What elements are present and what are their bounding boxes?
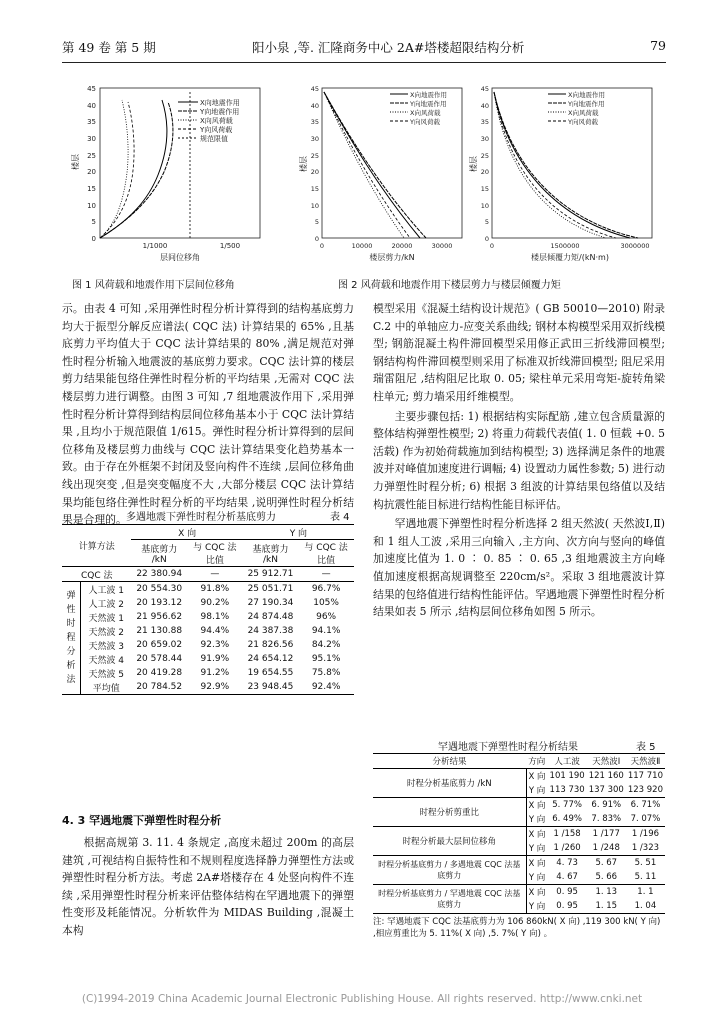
figure-1 <box>70 80 290 270</box>
fig2-moment-ytick: 25 <box>480 152 489 160</box>
body-paragraph: 主要步骤包括: 1) 根据结构实际配筋 ,建立包含质量源的整体结构弹塑性模型; 2) 将重力荷载代表值( 1. 0 恒载 +0. 5 活载) 作为初始荷载施加到结构模型; 3) 选择满足条件的地震波并对峰值加速度进行调幅; 4) 设置动力属性参数; 5) 进行动力弹塑性时程分析; 6) 根据 3 组波的计算结果包络值以及结构抗震性能目标进行结构性能目标评估。 <box>373 409 665 511</box>
t5-header: 人工波 <box>554 757 580 767</box>
fig2-moment-ytick: 15 <box>480 185 489 193</box>
fig1-plot <box>70 80 290 270</box>
table-row: 时程分析剪重比 X 向 5. 77% 6. 91% 6. 71% <box>373 798 665 813</box>
fig2-shear-xticks <box>320 242 452 250</box>
table-4-title: 多遇地震下弹性时程分析基底剪力 <box>126 512 276 523</box>
left-column-paragraph-2 <box>62 834 354 940</box>
table-row: CQC 法 22 380.94 — 25 912.71 — <box>62 567 354 582</box>
body-paragraph: 罕遇地震下弹塑性时程分析选择 2 组天然波( 天然波Ⅰ,Ⅱ) 和 1 组人工波 ,采用三向输入 ,主方向、次方向与竖向的峰值加速度比值为 1. 0 ∶ 0. 85 ∶ 0. 65 ,3 组地震波主方向峰值加速度根据高规调整至 220cm/s²。采取 3 组地震波计算结果的包络值进行结构性能评估。罕遇地震下弹塑性时程分析结果如表 5 所示 ,结构层间位移角如图 5 所示。 <box>373 517 665 619</box>
table-5-label: 表 5 <box>636 742 656 753</box>
fig1-ytick: 40 <box>87 102 96 110</box>
fig1-curve-x-seismic <box>100 100 167 238</box>
t4-x-dir-header: X 向 <box>131 525 242 540</box>
fig1-xticks <box>143 242 240 250</box>
figure-2-shear <box>300 80 470 270</box>
fig1-ytick: 35 <box>87 118 96 126</box>
fig2-shear-ytick: 5 <box>314 218 319 226</box>
fig2-moment-legend-entry: X向风荷载 <box>568 109 599 117</box>
fig1-xtick: 1/500 <box>219 242 241 250</box>
table-5 <box>373 753 665 940</box>
figure-2-moment <box>470 80 660 270</box>
fig1-ytick: 15 <box>87 185 96 193</box>
t5-header: 方向 <box>528 757 546 767</box>
t4-col-ratio: 与 CQC 法比值 <box>193 543 237 566</box>
fig2-moment-ytick: 30 <box>480 135 489 143</box>
article-running-title: 阳小泉 ,等. 汇隆商务中心 2A#塔楼超限结构分析 <box>252 40 525 55</box>
journal-volume: 第 49 卷 第 5 期 <box>62 40 156 55</box>
fig1-legend-entry: Y向地震作用 <box>200 108 240 116</box>
fig1-legend-entry: Y向风荷载 <box>200 126 233 134</box>
fig2-moment-yticks <box>481 85 489 243</box>
fig2-moment-curve <box>494 92 638 238</box>
t4-method-header: 计算方法 <box>78 542 115 552</box>
fig2-moment-xticks <box>490 242 650 250</box>
fig2-shear-legend-entry: X向地震作用 <box>410 91 447 99</box>
fig2-shear-ylabel: 楼层 <box>299 156 308 172</box>
fig2-shear-ytick: 40 <box>310 102 319 110</box>
fig2-shear-yticks <box>311 85 319 243</box>
table-row: 天然波 4 20 578.44 91.9% 24 654.12 95.1% <box>88 654 341 666</box>
header-rule <box>62 62 666 63</box>
table-row: 平均值 20 784.52 92.9% 23 948.45 92.4% <box>92 682 341 694</box>
fig2-shear-ytick: 25 <box>310 152 319 160</box>
fig2-moment-ytick: 35 <box>480 118 489 126</box>
fig2-shear-legend <box>390 90 447 126</box>
t5-header: 分析结果 <box>432 757 467 767</box>
fig2-moment-ytick: 40 <box>480 102 489 110</box>
fig2-shear-legend-entry: X向风荷载 <box>410 109 441 117</box>
fig2-shear-xlabel: 楼层剪力/kN <box>369 253 415 262</box>
fig1-ytick: 5 <box>91 218 96 226</box>
table-row: Y 向 0. 95 1. 15 1. 04 <box>528 901 657 912</box>
fig1-xtick: 1/1000 <box>142 242 168 250</box>
fig1-legend <box>178 98 240 143</box>
table-row: 天然波 3 20 659.02 92.3% 21 826.56 84.2% <box>88 640 341 652</box>
fig2-shear-ytick: 45 <box>310 85 319 93</box>
table-5-title: 罕遇地震下弹塑性时程分析结果 <box>438 742 578 753</box>
fig2-moment-ytick: 10 <box>480 202 489 210</box>
fig2-shear-curve <box>324 92 420 238</box>
body-paragraph: 模型采用《混凝土结构设计规范》( GB 50010—2010) 附录 C.2 中的单轴应力-应变关系曲线; 钢材本构模型采用双折线模型; 钢筋混凝土构件滞回模型采用修正武田三折线滞回模型; 钢结构构件滞回模型则采用了标准双折线滞回模型; 阻尼采用瑞雷阻尼 ,结构阻尼比取 0. 05; 梁柱单元采用弯矩-旋转角梁柱单元; 剪力墙采用纤维模型。 <box>373 302 665 403</box>
fig1-curve-x-wind <box>100 100 128 238</box>
fig2-shear-xtick: 20000 <box>391 242 413 250</box>
fig2-moment-ytick: 20 <box>480 168 489 176</box>
fig2-shear-ytick: 10 <box>310 202 319 210</box>
fig1-xlabel: 层间位移角 <box>160 253 200 262</box>
fig1-ytick: 30 <box>87 135 96 143</box>
table-row: 弹性时程分析法 人工波 1 20 554.30 91.8% 25 051.71 96.7% <box>62 582 354 597</box>
table-row: Y 向 6. 49% 7. 83% 7. 07% <box>528 814 661 825</box>
table-row: 时程分析基底剪力 / 罕遇地震 CQC 法基底剪力 X 向 0. 95 1. 13 1. 1 <box>373 885 665 900</box>
t4-y-dir-header: Y 向 <box>243 525 354 540</box>
fig1-legend-entry: 规范限值 <box>200 135 228 143</box>
fig2-moment-xtick: 3000000 <box>620 242 650 250</box>
fig2-moment-ytick: 0 <box>484 235 489 243</box>
fig2-shear-ytick: 15 <box>310 185 319 193</box>
t4-group-label: 弹性时程分析法 <box>62 582 81 695</box>
table-row: 天然波 2 21 130.88 94.4% 24 387.38 94.1% <box>88 626 341 638</box>
fig2-moment-ylabel: 楼层 <box>469 156 478 172</box>
copyright-footer: (C)1994-2019 China Academic Journal Electronic Publishing House. All rights reserved. http://www.cnki.net <box>81 993 643 1005</box>
fig1-yticks <box>87 85 96 243</box>
table-4-label: 表 4 <box>330 512 350 523</box>
table-5-note: 注: 罕遇地震下 CQC 法基底剪力为 106 860kN( X 向) ,119 300 kN( Y 向) ,相应剪重比为 5. 11%( X 向) ,5. 7%( Y 向) 。 <box>373 917 661 939</box>
table-row: 天然波 1 21 956.62 98.1% 24 874.48 96% <box>88 612 337 624</box>
fig2-moment-legend-entry: Y向风荷载 <box>568 118 598 126</box>
table-row: 人工波 2 20 193.12 90.2% 27 190.34 105% <box>88 598 339 610</box>
fig2-moment-xtick: 1500000 <box>550 242 580 250</box>
fig1-legend-entry: X向地震作用 <box>200 99 240 107</box>
table-row: 时程分析最大层间位移角 X 向 1 /158 1 /177 1 /196 <box>373 827 665 842</box>
fig2-shear-legend-entry: Y向风荷载 <box>410 118 440 126</box>
t4-col-shear: 基底剪力 /kN <box>141 544 178 565</box>
fig2-shear-legend-entry: Y向地震作用 <box>410 100 447 108</box>
body-paragraph: 示。由表 4 可知 ,采用弹性时程分析计算得到的结构基底剪力均大于振型分解反应谱法( CQC 法) 计算结果的 65% ,且基底剪力平均值大于 CQC 法计算结果的 80% ,满足规范对弹性时程分析输入地震波的基底剪力要求。CQC 法计算的楼层剪力结果能包络住弹性时程分析的平均结果 ,无需对 CQC 法楼层剪力进行调整。由图 3 可知 ,7 组地震波作用下 ,采用弹性时程分析计算得到结构层间位移角基本小于 CQC 法计算结果 ,且均小于规范限值 1/615。弹性时程分析计算得到的层间位移角及楼层剪力曲线与 CQC 法计算结果变化趋势基本一致。由于存在外框架不封闭及竖向构件不连续 ,层间位移角曲线出现突变 ,但是突变幅度不大 ,大部分楼层 CQC 法计算结果均能包络住弹性时程分析的平均结果 ,说明弹性时程分析结果是合理的。 <box>62 302 354 527</box>
fig2-shear-ytick: 30 <box>310 135 319 143</box>
right-column-text <box>373 300 665 621</box>
fig1-legend-entry: X向风荷载 <box>200 117 233 125</box>
section-4-3-heading: 4. 3 罕遇地震下弹塑性时程分析 <box>62 814 222 827</box>
fig2-moment-legend <box>548 90 605 126</box>
t4-col-shear: 基底剪力 /kN <box>252 544 289 565</box>
table-row: 天然波 5 20 419.28 91.2% 19 654.55 75.8% <box>88 668 341 680</box>
running-header <box>62 38 666 58</box>
fig2-shear-ytick: 20 <box>310 168 319 176</box>
fig2-moment-xtick: 0 <box>489 242 495 250</box>
page-number: 79 <box>650 38 666 53</box>
body-paragraph: 根据高规第 3. 11. 4 条规定 ,高度未超过 200m 的高层建筑 ,可视结构自振特性和不规则程度选择静力弹塑性方法或弹塑性时程分析方法。考虑 2A#塔楼存在 4 处竖向构件不连续 ,采用弹塑性时程分析来评估整体结构在罕遇地震下的弹塑性变形及耗能情况。分析软件为 MIDAS Building ,混凝土本构 <box>62 836 354 937</box>
table-row: 时程分析基底剪力 / 多遇地震 CQC 法基底剪力 X 向 4. 73 5. 67 5. 51 <box>373 856 665 871</box>
table-row: Y 向 113 730 137 300 123 920 <box>528 785 663 796</box>
t4-col-ratio: 与 CQC 法比值 <box>304 543 348 566</box>
fig2-shear-plot <box>300 80 470 270</box>
fig1-ytick: 0 <box>91 235 96 243</box>
fig1-ytick: 10 <box>87 202 96 210</box>
fig2-shear-xtick: 10000 <box>351 242 373 250</box>
t5-header: 天然波Ⅱ <box>630 757 661 767</box>
table-row: Y 向 1 /260 1 /248 1 /323 <box>528 843 660 854</box>
fig1-ytick: 45 <box>87 85 96 93</box>
t5-header: 天然波Ⅰ <box>592 757 621 767</box>
left-column-paragraph-1 <box>62 300 354 529</box>
fig2-moment-ytick: 5 <box>484 218 489 226</box>
fig2-shear-ytick: 0 <box>314 235 319 243</box>
fig2-moment-legend-entry: X向地震作用 <box>568 91 605 99</box>
fig1-ylabel: 楼层 <box>71 154 80 170</box>
fig2-shear-ytick: 35 <box>310 118 319 126</box>
fig2-moment-xlabel: 楼层倾覆力矩/(kN·m) <box>531 253 609 262</box>
figure-2-caption: 图 2 风荷载和地震作用下楼层剪力与楼层倾覆力矩 <box>338 280 561 291</box>
table-row: Y 向 4. 67 5. 66 5. 11 <box>528 872 657 883</box>
fig2-moment-legend-entry: Y向地震作用 <box>568 100 605 108</box>
fig2-shear-xtick: 30000 <box>431 242 453 250</box>
fig2-shear-frame <box>322 88 462 238</box>
table-row: 时程分析基底剪力 /kN X 向 101 190 121 160 117 710 <box>373 769 665 784</box>
fig1-ytick: 25 <box>87 152 96 160</box>
fig2-moment-ytick: 45 <box>480 85 489 93</box>
table-4 <box>62 524 354 695</box>
fig2-moment-curve <box>494 92 630 238</box>
fig2-shear-xtick: 0 <box>319 242 325 250</box>
fig2-moment-plot <box>470 80 660 270</box>
fig1-curve-y-seismic <box>100 102 173 238</box>
fig1-ytick: 20 <box>87 168 96 176</box>
figure-1-caption: 图 1 风荷载和地震作用下层间位移角 <box>72 280 235 291</box>
